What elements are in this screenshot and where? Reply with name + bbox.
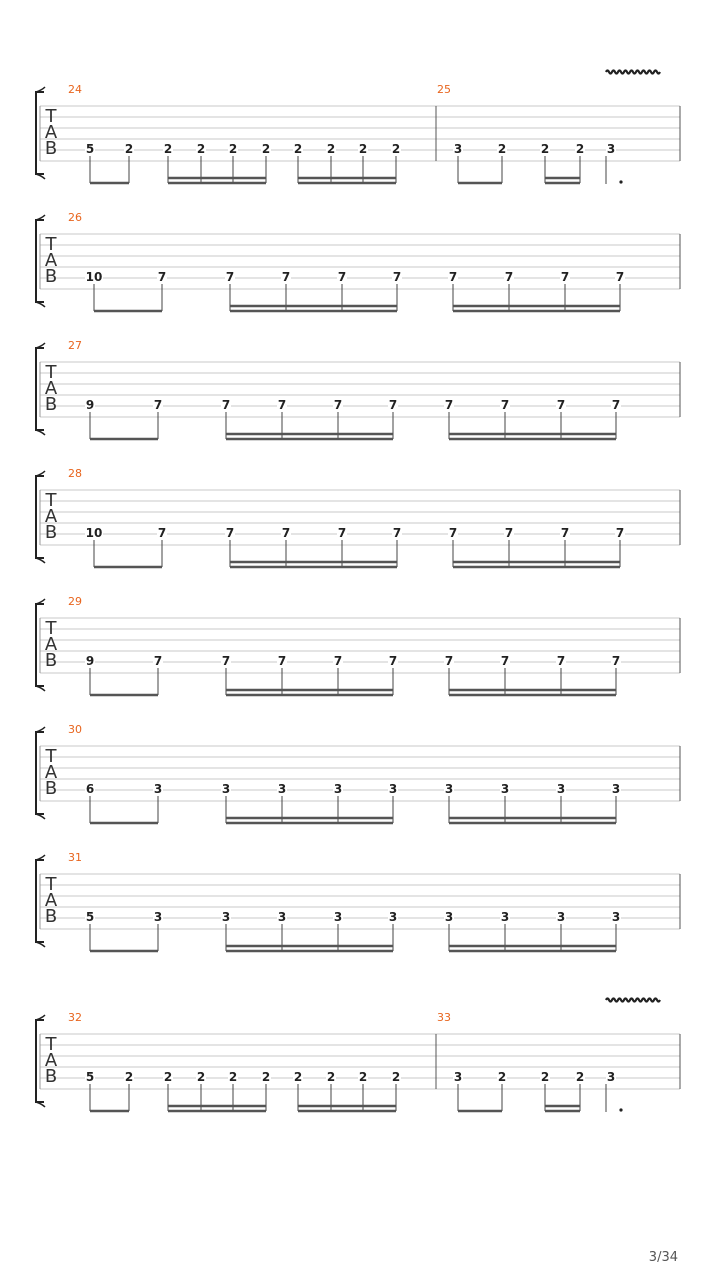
fret-number: 2 [358,1070,368,1084]
fret-number: 3 [453,1070,463,1084]
fret-number: 7 [615,526,625,540]
fret-number: 2 [293,142,303,156]
fret-number: 7 [615,270,625,284]
fret-number: 2 [391,142,401,156]
tab-clef-letter: A [44,122,58,143]
fret-number: 7 [277,654,287,668]
fret-number: 3 [611,782,621,796]
tab-clef-letter: T [45,1034,57,1055]
measure-number: 24 [68,83,82,96]
fret-number: 7 [153,398,163,412]
measure-number: 33 [437,1011,451,1024]
fret-number: 7 [281,526,291,540]
tab-clef-letter: A [44,250,58,271]
page-number: 3/34 [648,1250,678,1265]
measure-number: 28 [68,467,82,480]
tab-clef-letter: T [45,490,57,511]
fret-number: 2 [261,1070,271,1084]
tab-clef-letter: T [45,106,57,127]
fret-number: 7 [448,526,458,540]
fret-number: 3 [500,910,510,924]
fret-number: 2 [228,1070,238,1084]
fret-number: 5 [85,910,95,924]
fret-number: 2 [196,142,206,156]
tab-clef-letter: B [44,394,58,415]
fret-number: 2 [497,142,507,156]
tab-system [36,723,680,823]
fret-number: 7 [500,654,510,668]
fret-number: 7 [337,526,347,540]
fret-number: 2 [326,142,336,156]
tab-clef-letter: B [44,266,58,287]
tab-system [36,211,680,311]
fret-number: 7 [500,398,510,412]
fret-number: 2 [124,142,134,156]
fret-number: 2 [540,1070,550,1084]
fret-number: 2 [497,1070,507,1084]
tab-clef-letter: T [45,234,57,255]
fret-number: 7 [392,270,402,284]
augmentation-dot [619,180,622,183]
fret-number: 2 [358,142,368,156]
fret-number: 2 [391,1070,401,1084]
fret-number: 2 [124,1070,134,1084]
fret-number: 2 [575,1070,585,1084]
fret-number: 3 [388,782,398,796]
fret-number: 7 [281,270,291,284]
fret-number: 3 [444,910,454,924]
fret-number: 3 [556,910,566,924]
vibrato-marking [606,71,660,74]
fret-number: 5 [85,1070,95,1084]
tab-clef-letter: B [44,138,58,159]
tab-system [36,71,680,185]
fret-number: 3 [333,910,343,924]
tab-system [36,595,680,695]
fret-number: 3 [444,782,454,796]
fret-number: 10 [85,270,103,284]
fret-number: 3 [333,782,343,796]
tab-clef-letter: A [44,890,58,911]
tab-clef-letter: B [44,778,58,799]
fret-number: 2 [196,1070,206,1084]
fret-number: 7 [225,270,235,284]
tab-clef-letter: A [44,378,58,399]
tab-system [36,339,680,439]
tab-clef-letter: T [45,618,57,639]
fret-number: 2 [326,1070,336,1084]
tab-clef-letter: B [44,522,58,543]
tab-clef-letter: B [44,1066,58,1087]
fret-number: 10 [85,526,103,540]
tab-clef-letter: A [44,506,58,527]
fret-number: 7 [556,398,566,412]
fret-number: 5 [85,142,95,156]
measure-number: 27 [68,339,82,352]
fret-number: 7 [611,398,621,412]
fret-number: 7 [333,398,343,412]
tab-clef-letter: A [44,1050,58,1071]
tab-clef-letter: A [44,762,58,783]
measure-number: 26 [68,211,82,224]
fret-number: 9 [85,654,95,668]
fret-number: 7 [504,270,514,284]
fret-number: 7 [560,526,570,540]
tab-system [36,851,680,951]
fret-number: 3 [221,910,231,924]
fret-number: 7 [392,526,402,540]
fret-number: 3 [388,910,398,924]
fret-number: 7 [504,526,514,540]
measure-number: 32 [68,1011,82,1024]
tab-clef-letter: T [45,746,57,767]
tab-clef-letter: T [45,874,57,895]
fret-number: 2 [261,142,271,156]
fret-number: 7 [611,654,621,668]
tab-clef-letter: B [44,906,58,927]
fret-number: 2 [228,142,238,156]
fret-number: 7 [556,654,566,668]
fret-number: 3 [277,782,287,796]
fret-number: 3 [153,782,163,796]
fret-number: 3 [606,1070,616,1084]
fret-number: 7 [225,526,235,540]
fret-number: 2 [540,142,550,156]
fret-number: 7 [221,398,231,412]
fret-number: 3 [556,782,566,796]
measure-number: 31 [68,851,82,864]
fret-number: 2 [163,1070,173,1084]
fret-number: 7 [277,398,287,412]
fret-number: 3 [606,142,616,156]
fret-number: 3 [500,782,510,796]
fret-number: 6 [85,782,95,796]
fret-number: 7 [444,654,454,668]
fret-number: 3 [153,910,163,924]
fret-number: 2 [163,142,173,156]
measure-number: 29 [68,595,82,608]
fret-number: 7 [337,270,347,284]
fret-number: 7 [157,270,167,284]
fret-number: 7 [388,398,398,412]
fret-number: 7 [444,398,454,412]
vibrato-marking [606,999,660,1002]
fret-number: 2 [575,142,585,156]
fret-number: 9 [85,398,95,412]
fret-number: 7 [221,654,231,668]
augmentation-dot [619,1108,622,1111]
tab-clef-letter: B [44,650,58,671]
fret-number: 7 [388,654,398,668]
tab-system [36,999,680,1113]
fret-number: 7 [157,526,167,540]
fret-number: 7 [333,654,343,668]
measure-number: 25 [437,83,451,96]
fret-number: 3 [453,142,463,156]
measure-number: 30 [68,723,82,736]
tab-system [36,467,680,567]
fret-number: 3 [611,910,621,924]
fret-number: 3 [221,782,231,796]
tab-clef-letter: A [44,634,58,655]
fret-number: 7 [560,270,570,284]
fret-number: 7 [153,654,163,668]
fret-number: 7 [448,270,458,284]
fret-number: 3 [277,910,287,924]
fret-number: 2 [293,1070,303,1084]
tab-clef-letter: T [45,362,57,383]
